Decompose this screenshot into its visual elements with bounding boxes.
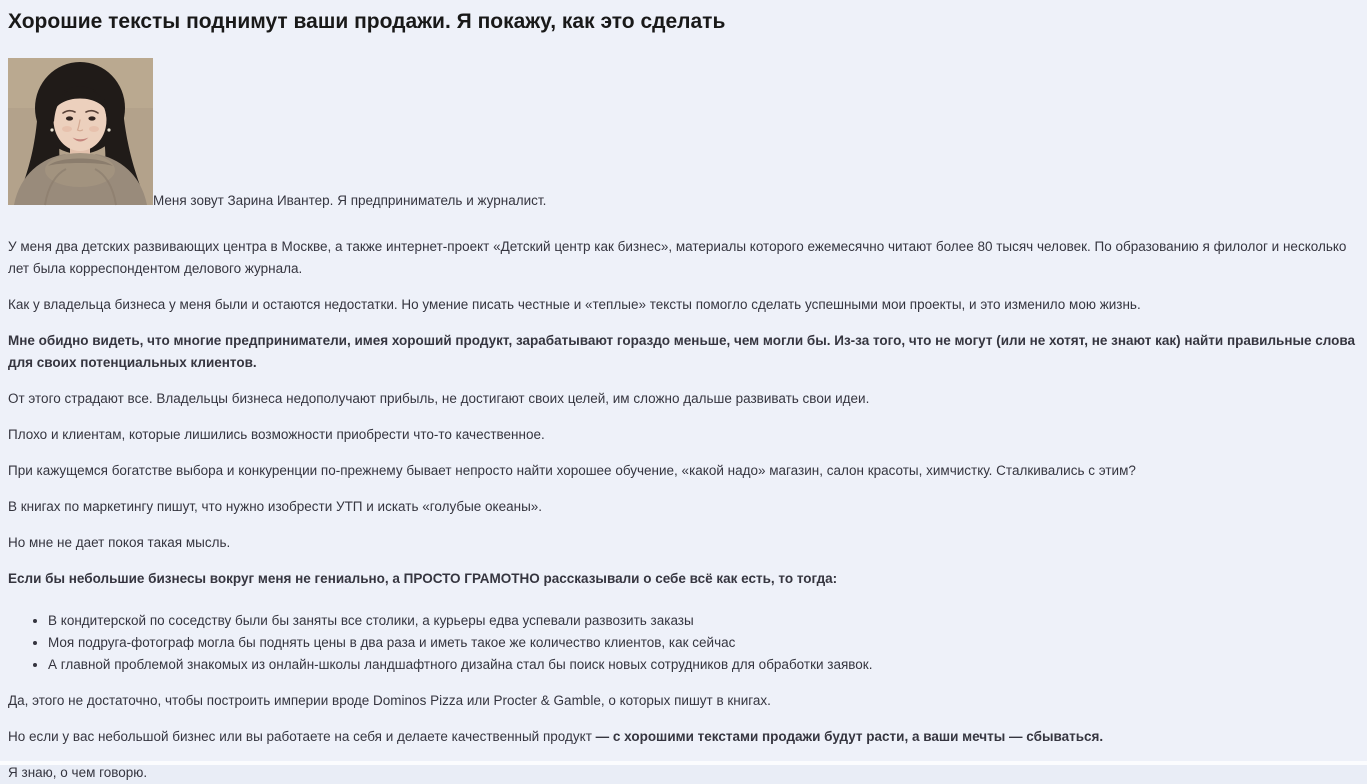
author-portrait-photo (8, 58, 153, 205)
benefits-list (8, 610, 1359, 676)
paragraph-dreams-bold: — с хорошими текстами продажи будут расти, а ваши мечты — сбываться. (595, 729, 1104, 744)
intro-paragraph (8, 58, 1359, 212)
list-item-bakery: • В кондитерской по соседству были бы заняты все столики, а курьеры едва успевали развозить заказы (48, 610, 1359, 632)
list-item-landscape-school: • А главной проблемой знакомых из онлайн-школы ландшафтного дизайна стал бы поиск новых сотрудников для обработки заявок. (48, 654, 1359, 676)
intro-text: Меня зовут Зарина Ивантер. Я предприниматель и журналист. (153, 193, 547, 208)
paragraph-owner: Как у владельца бизнеса у меня были и остаются недостатки. Но умение писать честные и «теплые» тексты помогло сделать успешными мои проекты, и это изменило мою жизнь. (8, 297, 1141, 312)
paragraph-i-know: Я знаю, о чем говорю. (8, 765, 148, 780)
portrait-illustration (8, 58, 153, 205)
paragraph-clients: Плохо и клиентам, которые лишились возможности приобрести что-то качественное. (8, 427, 545, 442)
paragraph-marketing-books: В книгах по маркетингу пишут, что нужно изобрести УТП и искать «голубые океаны». (8, 499, 543, 514)
paragraph-everyone-suffers: От этого страдают все. Владельцы бизнеса недополучают прибыль, не достигают своих целей, им сложно дальше развивать свои идеи. (8, 391, 870, 406)
list-item-photographer: • Моя подруга-фотограф могла бы поднять цены в два раза и иметь такое же количество клиентов, как сейчас (48, 632, 1359, 654)
paragraph-if-bold: Если бы небольшие бизнесы вокруг меня не гениально, а ПРОСТО ГРАМОТНО рассказывали о себе всё как есть, то тогда: (8, 571, 838, 586)
bottom-strip (0, 761, 1367, 765)
paragraph-dreams (8, 726, 1359, 748)
paragraph-thought: Но мне не дает покоя такая мысль. (8, 535, 231, 550)
paragraph-dreams-normal: Но если у вас небольшой бизнес или вы работаете на себя и делаете качественный продукт (8, 729, 596, 744)
paragraph-abundance: При кажущемся богатстве выбора и конкуренции по-прежнему бывает непросто найти хорошее обучение, «какой надо» магазин, салон красоты, химчистку. Сталкивались с этим? (8, 463, 1136, 478)
page-title: Хорошие тексты поднимут ваши продажи. Я покажу, как это сделать (8, 10, 726, 33)
paragraph-bio: У меня два детских развивающих центра в Москве, а также интернет-проект «Детский центр как бизнес», материалы которого ежемесячно читают более 80 тысяч человек. По образованию я филолог и несколько лет была корреспондентом делового журнала. (8, 239, 1347, 276)
paragraph-empires: Да, этого не достаточно, чтобы построить империи вроде Dominos Pizza или Procter & Gamble, о которых пишут в книгах. (8, 693, 771, 708)
paragraph-pain-bold: Мне обидно видеть, что многие предприниматели, имея хороший продукт, зарабатывают гораздо меньше, чем могли бы. Из-за того, что не могут (или не хотят, не знают как) найти правильные слова для своих потенциальных клиентов. (8, 333, 1356, 370)
